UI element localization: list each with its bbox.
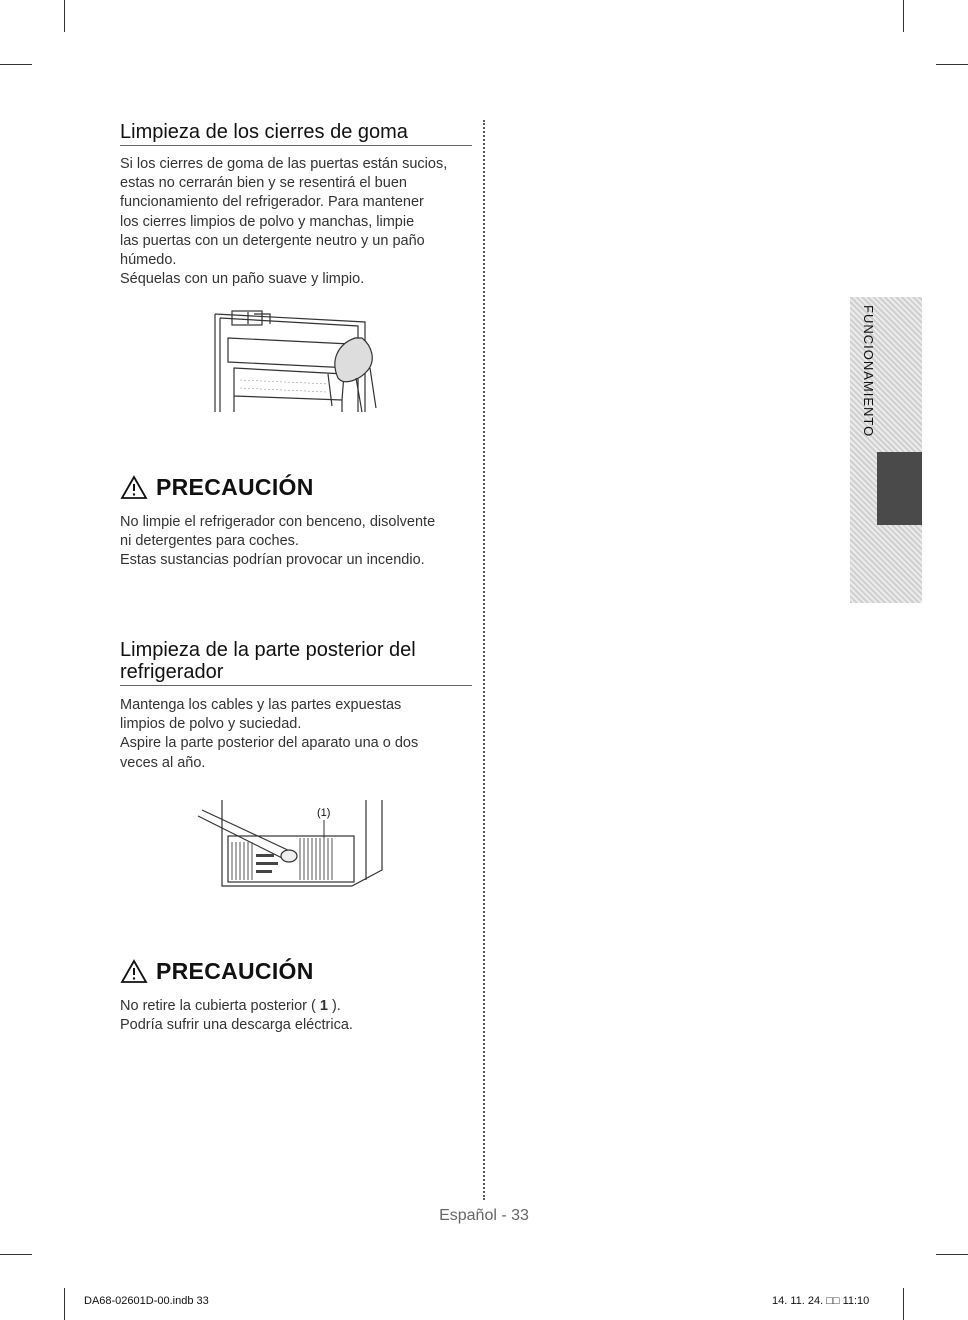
title-line: refrigerador xyxy=(120,661,224,683)
crop-mark xyxy=(0,1254,32,1255)
chapter-tab-label: FUNCIONAMIENTO xyxy=(861,305,876,438)
text-fragment: No retire la cubierta posterior ( xyxy=(120,998,320,1014)
warning-triangle-icon xyxy=(120,475,148,500)
section-body-rear xyxy=(120,696,480,773)
caution-body-2 xyxy=(120,997,480,1035)
imprint-date: 14. 11. 24. □□ 11:10 xyxy=(772,1295,870,1307)
text-line: veces al año. xyxy=(120,754,206,771)
text-line: funcionamiento del refrigerador. Para mantener xyxy=(120,194,424,211)
text-line: limpios de polvo y suciedad. xyxy=(120,716,302,733)
caution-title: PRECAUCIÓN xyxy=(156,958,314,984)
text-line: los cierres limpios de polvo y manchas, limpie xyxy=(120,213,415,230)
text-line: estas no cerrarán bien y se resentirá el buen xyxy=(120,175,407,192)
text-line: No limpie el refrigerador con benceno, disolvente xyxy=(120,514,436,530)
callout-number: 1 xyxy=(319,998,328,1014)
text-line: las puertas con un detergente neutro y un paño xyxy=(120,232,425,249)
text-line: Aspire la parte posterior del aparato una o dos xyxy=(120,735,419,752)
text-line: húmedo. xyxy=(120,252,177,269)
chapter-tab-marker xyxy=(877,452,922,525)
crop-mark xyxy=(903,0,904,32)
column-divider xyxy=(483,120,485,1200)
caution-body-1 xyxy=(120,513,480,571)
rear-vacuum-illustration xyxy=(196,796,386,890)
page-number: Español - 33 xyxy=(439,1207,529,1224)
text-line: Séquelas con un paño suave y limpio. xyxy=(120,271,365,288)
section-title-rear xyxy=(120,639,472,686)
caution-heading-1 xyxy=(120,474,314,501)
text-line: Podría sufrir una descarga eléctrica. xyxy=(120,1017,353,1034)
caution-title: PRECAUCIÓN xyxy=(156,474,314,500)
imprint-file: DA68-02601D-00.indb 33 xyxy=(84,1295,209,1307)
chapter-side-tab xyxy=(850,297,922,603)
crop-mark xyxy=(0,64,32,65)
caution-heading-2 xyxy=(120,958,314,985)
gasket-cleaning-illustration xyxy=(210,308,380,416)
section-title-gaskets: Limpieza de los cierres de goma xyxy=(120,121,472,146)
crop-mark xyxy=(64,1288,65,1320)
text-line: Estas sustancias podrían provocar un incendio. xyxy=(120,552,425,569)
text-line: Si los cierres de goma de las puertas están sucios, xyxy=(120,156,448,172)
text-line: Mantenga los cables y las partes expuestas xyxy=(120,697,402,713)
section-body-gaskets xyxy=(120,155,480,289)
text-line xyxy=(120,997,480,1016)
warning-triangle-icon xyxy=(120,959,148,984)
title-line: Limpieza de la parte posterior del xyxy=(120,639,416,661)
text-fragment: ). xyxy=(327,998,341,1014)
figure-callout-label: (1) xyxy=(317,807,331,819)
crop-mark xyxy=(936,1254,968,1255)
crop-mark xyxy=(903,1288,904,1320)
crop-mark xyxy=(936,64,968,65)
crop-mark xyxy=(64,0,65,32)
text-line: ni detergentes para coches. xyxy=(120,533,299,550)
